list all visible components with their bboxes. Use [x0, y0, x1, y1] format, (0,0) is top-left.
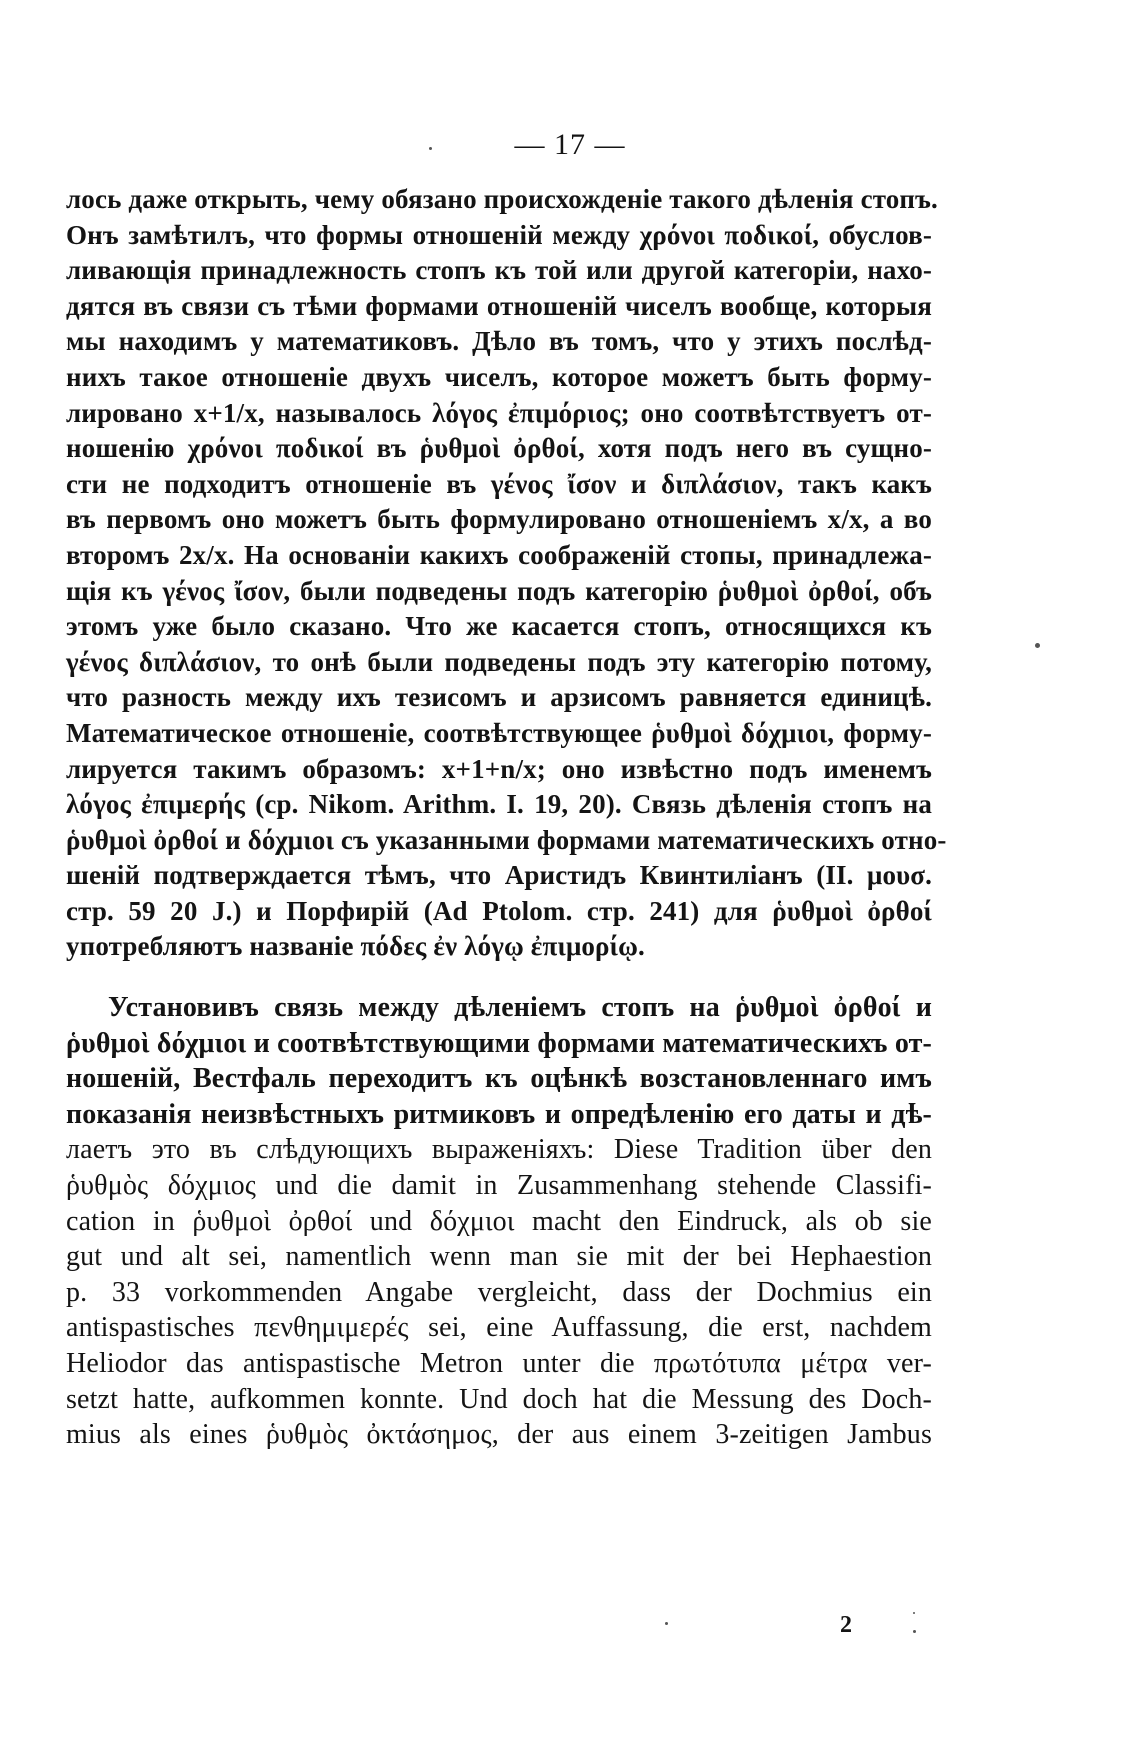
text-line: сти не подходитъ отношеніе въ γένος ἴσον и διπλάσιον, такъ какъ — [66, 468, 932, 499]
text-line: нихъ такое отношеніе двухъ чиселъ, которое можетъ быть форму- — [66, 361, 932, 392]
text-line: мы находимъ у математиковъ. Дѣло въ томъ, что у этихъ послѣд- — [66, 326, 932, 357]
text-line: показанія неизвѣстныхъ ритмиковъ и опредѣленію его даты и дѣ- — [66, 1098, 932, 1130]
text-line: ношенію χρόνοι ποδικοί въ ῥυθμοὶ ὀρθοί, хотя подъ него въ сущно- — [66, 433, 932, 464]
text-line: ношеній, Вестфаль переходитъ къ оцѣнкѣ возстановленнаго имъ — [66, 1063, 932, 1095]
text-line: въ первомъ оно можетъ быть формулировано отношеніемъ x/x, а во — [66, 504, 932, 535]
text-line: употребляютъ названіе πόδες ἐν λόγῳ ἐπιμορίῳ. — [66, 931, 645, 962]
text-line: второмъ 2x/x. На основаніи какихъ соображеній стопы, принадлежа- — [66, 539, 932, 570]
text-line: лируется такимъ образомъ: x+1+n/x; оно извѣстно подъ именемъ — [66, 753, 932, 784]
text-line: лировано x+1/x, называлось λόγος ἐπιμόριος; оно соотвѣтствуетъ от- — [66, 397, 932, 428]
text-line: γένος διπλάσιον, то онѣ были подведены подъ эту категорію потому, — [66, 646, 932, 677]
text-line: ῥυθμὸς δόχμιος und die damit in Zusammenhang stehende Classifi- — [66, 1169, 932, 1201]
text-line: cation in ῥυθμοὶ ὀρθοί und δόχμιοι macht den Eindruck, als ob sie — [66, 1205, 932, 1237]
text-line: лось даже открыть, чему обязано происхожденіе такого дѣленія стопъ. — [66, 184, 938, 214]
text-line: лаетъ это въ слѣдующихъ выраженіяхъ: Diese Tradition über den — [66, 1134, 932, 1166]
text-line: mius als eines ῥυθμὸς ὀκτάσημος, der aus einem 3-zeitigen Jambus — [66, 1419, 932, 1451]
text-line: Математическое отношеніе, соотвѣтствующее ῥυθμοὶ δόχμιοι, форму- — [66, 717, 932, 748]
text-line: λόγος ἐπιμερής (ср. Nikom. Arithm. I. 19, 20). Связь дѣленія стопъ на — [66, 789, 932, 820]
text-line: дятся въ связи съ тѣми формами отношеній чиселъ вообще, которыя — [66, 290, 932, 321]
text-line: этомъ уже было сказано. Что же касается стопъ, относящихся къ — [66, 611, 932, 642]
text-line: setzt hatte, aufkommen konnte. Und doch hat die Messung des Doch- — [66, 1383, 932, 1415]
text-line: что разность между ихъ тезисомъ и арзисомъ равняется единицѣ. — [66, 682, 932, 713]
text-line: Онъ замѣтилъ, что формы отношеній между χρόνοι ποδικοί, обуслов- — [66, 219, 932, 250]
scan-speck — [913, 1612, 915, 1614]
text-line: p. 33 vorkommenden Angabe vergleicht, dass der Dochmius ein — [66, 1276, 932, 1308]
scan-speck — [1035, 643, 1040, 648]
text-line: шеній подтверждается тѣмъ, что Аристидъ Квинтиліанъ (II. μουσ. — [66, 860, 932, 891]
text-line: стр. 59 20 J.) и Порфирій (Ad Ptolom. стр. 241) для ῥυθμοὶ ὀρθοί — [66, 895, 932, 926]
paragraph-1 — [66, 182, 947, 965]
text-line: ῥυθμοὶ δόχμιοι и соотвѣтствующими формами математическихъ от- — [66, 1027, 932, 1059]
scan-speck — [429, 147, 432, 150]
text-line: gut und alt sei, namentlich wenn man sie mit der bei Hephaestion — [66, 1241, 932, 1273]
text-line: Heliodor das antispastische Metron unter die πρωτότυπα μέτρα ver- — [66, 1347, 932, 1379]
page-number-header: — 17 — — [514, 128, 626, 161]
paragraph-2 — [66, 990, 932, 1453]
text-line: antispastisches πενθημιμερές sei, eine Auffassung, die erst, nachdem — [66, 1312, 932, 1344]
text-line: Установивъ связь между дѣленіемъ стопъ на ῥυθμοὶ ὀρθοί и — [108, 992, 932, 1023]
scan-speck — [665, 1622, 668, 1625]
scan-speck — [913, 1630, 916, 1633]
text-line: щія къ γένος ἴσον, были подведены подъ категорію ῥυθμοὶ ὀρθοί, объ — [66, 575, 932, 606]
text-line: ливающія принадлежность стопъ къ той или другой категоріи, нахо- — [66, 255, 932, 286]
signature-mark: 2 — [840, 1612, 852, 1638]
text-line: ῥυθμοὶ ὀρθοί и δόχμιοι съ указанными формами математическихъ отно- — [66, 824, 947, 855]
